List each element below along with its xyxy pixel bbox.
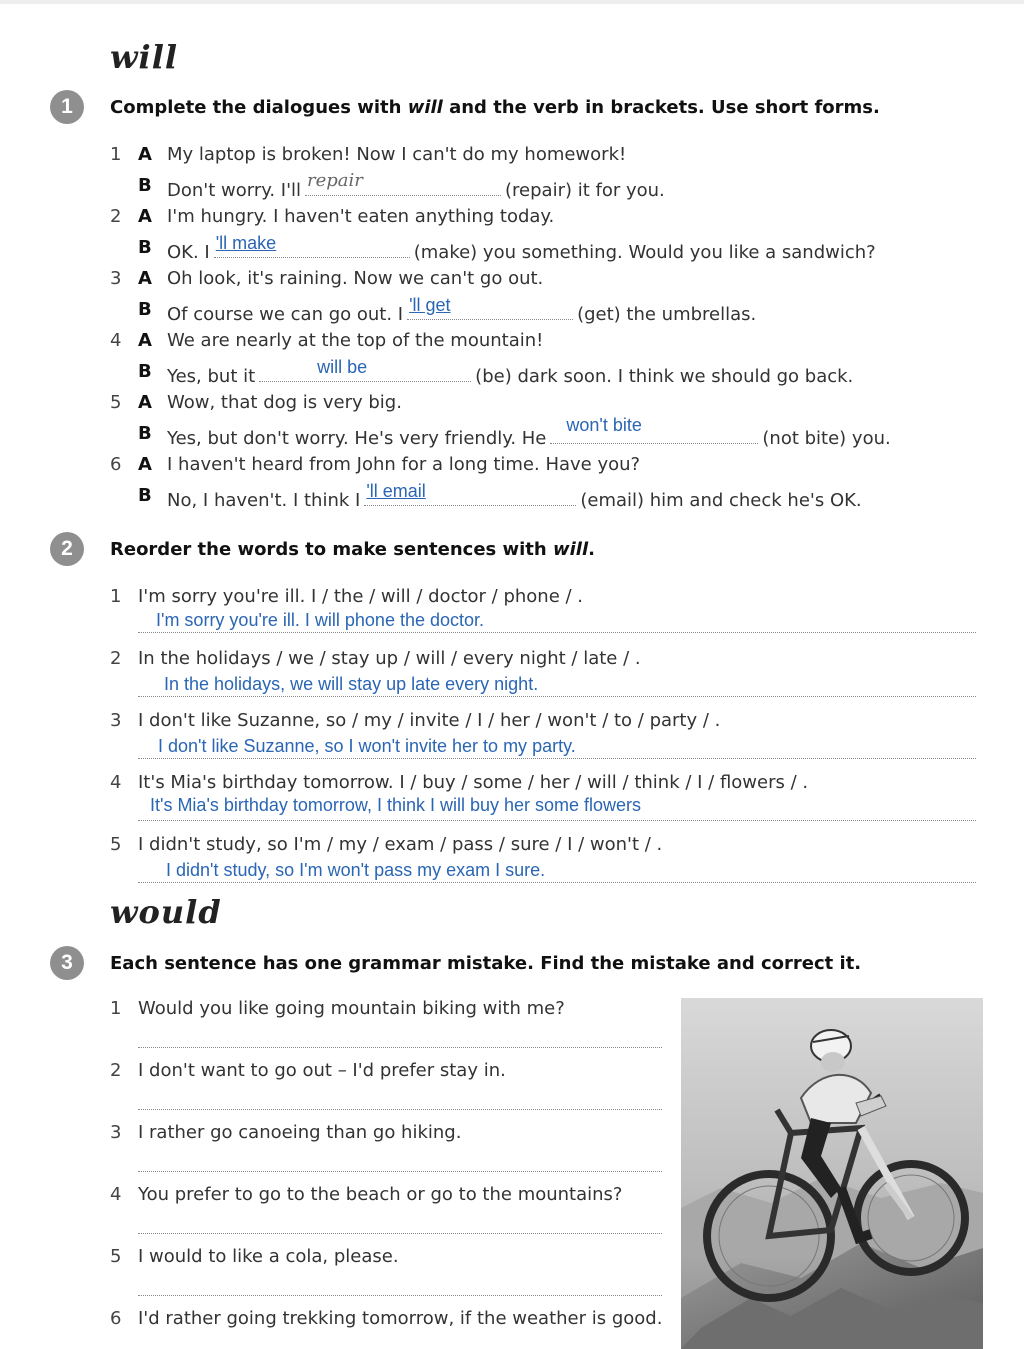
ex1-answer-field-6[interactable]: 'll email [364, 483, 576, 506]
exercise-2-number: 2 [50, 532, 84, 566]
ex3-answer-line-5[interactable] [138, 1269, 662, 1296]
ex3-item-4: 4 You prefer to go to the beach or go to the mountains? [110, 1184, 623, 1205]
ex1-item-1-a: 1 A My laptop is broken! Now I can't do my homework! [110, 144, 627, 165]
ex1-answer-field-5[interactable]: won't bite [550, 421, 758, 444]
ex1-item-2-b: B OK. I 'll make (make) you something. Would you like a sandwich? [138, 233, 876, 263]
ex1-item-5-b: B Yes, but don't worry. He's very friendly. He won't bite (not bite) you. [138, 415, 891, 449]
ex2-item-4-prompt: 4 It's Mia's birthday tomorrow. I / buy / some / her / will / think / I / flowers / . [110, 772, 809, 793]
exercise-2-instruction: Reorder the words to make sentences with will. [110, 539, 595, 560]
ex1-item-3-b: B Of course we can go out. I 'll get (get) the umbrellas. [138, 295, 757, 325]
ex2-answer-line-2[interactable]: In the holidays, we will stay up late every night. [138, 670, 976, 697]
ex1-answer-field-3[interactable]: 'll get [407, 297, 573, 320]
exercise-1-number: 1 [50, 90, 84, 124]
ex3-answer-line-4[interactable] [138, 1207, 662, 1234]
ex1-item-4-b: B Yes, but it will be (be) dark soon. I think we should go back. [138, 357, 854, 387]
ex1-item-3-a: 3 A Oh look, it's raining. Now we can't go out. [110, 268, 544, 289]
ex2-item-5-prompt: 5 I didn't study, so I'm / my / exam / pass / sure / I / won't / . [110, 834, 663, 855]
ex1-item-2-a: 2 A I'm hungry. I haven't eaten anything today. [110, 206, 555, 227]
ex2-answer-line-1[interactable]: I'm sorry you're ill. I will phone the doctor. [138, 606, 976, 633]
exercise-3-number: 3 [50, 946, 84, 980]
ex2-item-2-prompt: 2 In the holidays / we / stay up / will / every night / late / . [110, 648, 641, 669]
ex3-item-5: 5 I would to like a cola, please. [110, 1246, 399, 1267]
ex3-item-1: 1 Would you like going mountain biking with me? [110, 998, 565, 1019]
ex3-answer-line-2[interactable] [138, 1083, 662, 1110]
exercise-1-instruction: Complete the dialogues with will and the verb in brackets. Use short forms. [110, 97, 880, 118]
photo-illustration [681, 998, 983, 1349]
section-title-would: would [110, 893, 222, 931]
ex2-item-3-prompt: 3 I don't like Suzanne, so / my / invite / I / her / won't / to / party / . [110, 710, 721, 731]
ex1-answer-field-4[interactable]: will be [259, 359, 471, 382]
ex1-item-6-b: B No, I haven't. I think I 'll email (email) him and check he's OK. [138, 481, 862, 511]
ex1-item-1-b: B Don't worry. I'll repair (repair) it for you. [138, 170, 665, 201]
ex1-answer-field-2[interactable]: 'll make [214, 235, 410, 258]
ex2-item-1-prompt: 1 I'm sorry you're ill. I / the / will / doctor / phone / . [110, 586, 583, 607]
ex1-item-4-a: 4 A We are nearly at the top of the mountain! [110, 330, 544, 351]
ex1-answer-field-1[interactable]: repair [305, 173, 501, 196]
ex3-item-3: 3 I rather go canoeing than go hiking. [110, 1122, 462, 1143]
ex3-answer-line-3[interactable] [138, 1145, 662, 1172]
ex3-item-6: 6 I'd rather going trekking tomorrow, if the weather is good. [110, 1308, 663, 1329]
ex2-answer-line-5[interactable]: I didn't study, so I'm won't pass my exam I sure. [138, 856, 976, 883]
exercise-3-instruction: Each sentence has one grammar mistake. Find the mistake and correct it. [110, 953, 862, 974]
ex1-item-6-a: 6 A I haven't heard from John for a long time. Have you? [110, 454, 641, 475]
ex1-item-5-a: 5 A Wow, that dog is very big. [110, 392, 402, 413]
ex2-answer-line-4[interactable]: It's Mia's birthday tomorrow, I think I will buy her some flowers [138, 794, 976, 821]
ex2-answer-line-3[interactable]: I don't like Suzanne, so I won't invite her to my party. [138, 732, 976, 759]
ex3-item-2: 2 I don't want to go out – I'd prefer stay in. [110, 1060, 506, 1081]
top-divider [0, 0, 1024, 4]
mountain-biker-photo [681, 998, 983, 1349]
ex3-answer-line-1[interactable] [138, 1021, 662, 1048]
section-title-will: will [110, 38, 179, 76]
